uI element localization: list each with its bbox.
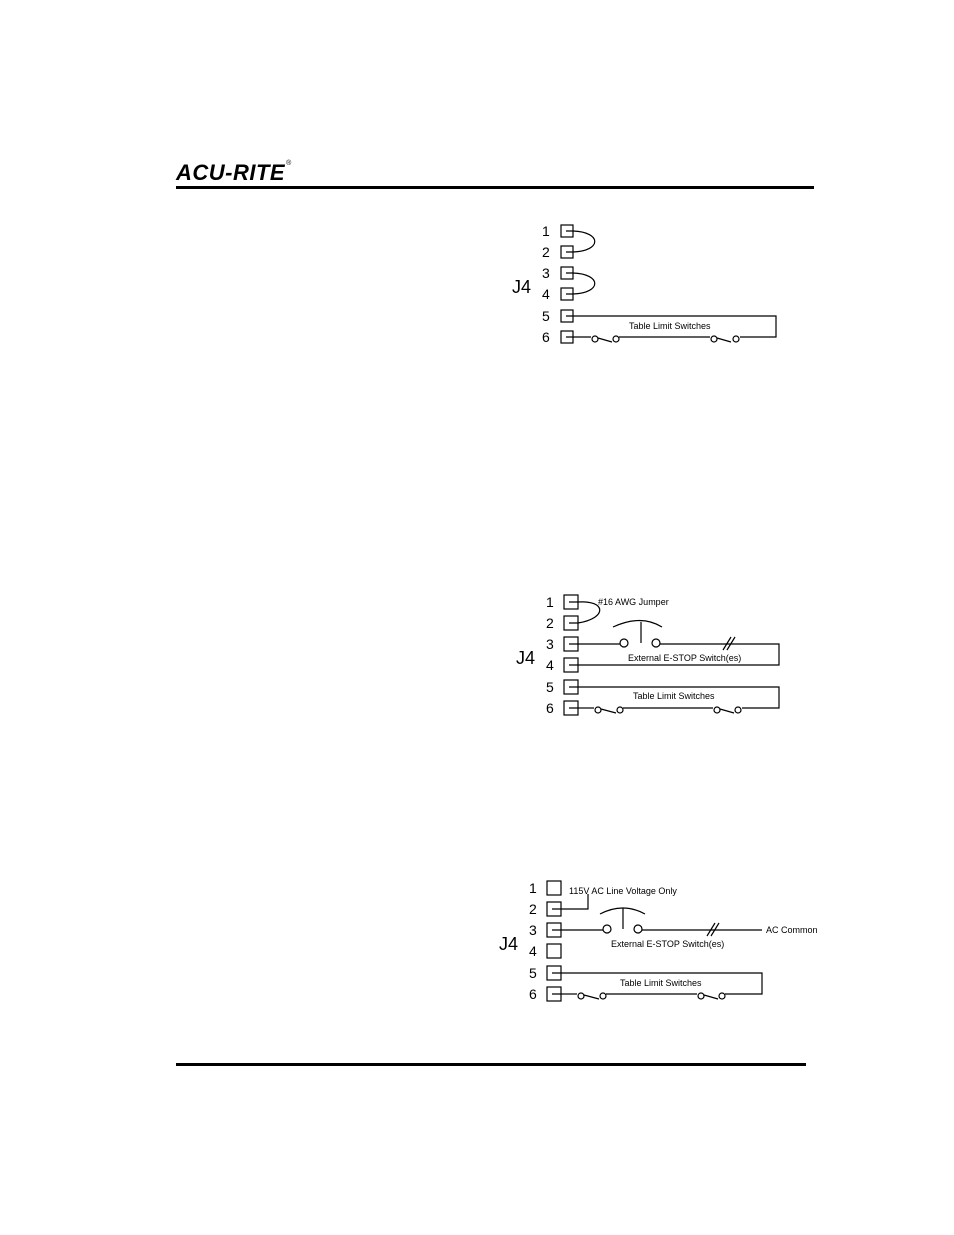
d3-limit-label: Table Limit Switches — [620, 978, 702, 988]
d1-pin-4: 4 — [542, 286, 550, 302]
d2-jumper-label: #16 AWG Jumper — [598, 597, 669, 607]
d3-ac-common-label: AC Common — [766, 925, 818, 935]
d3-estop-label: External E-STOP Switch(es) — [611, 939, 725, 949]
d3-terminal-1 — [547, 881, 561, 895]
d3-line-voltage-lead — [561, 894, 588, 909]
d1-pin-3: 3 — [542, 265, 550, 281]
d2-pin-2: 2 — [546, 615, 554, 631]
d3-connector-label: J4 — [499, 934, 519, 954]
d2-jumper-1-2 — [578, 602, 600, 623]
d1-pin-2: 2 — [542, 244, 550, 260]
d3-pin-2: 2 — [529, 901, 537, 917]
d3-pin-6: 6 — [529, 986, 537, 1002]
d2-pin-4: 4 — [546, 657, 554, 673]
d1-jumper-3-4 — [573, 273, 595, 294]
d3-pin-1: 1 — [529, 880, 537, 896]
d3-terminal-4 — [547, 944, 561, 958]
d1-pin-6: 6 — [542, 329, 550, 345]
d3-pin-5: 5 — [529, 965, 537, 981]
d3-pin-4: 4 — [529, 943, 537, 959]
d2-pin-6: 6 — [546, 700, 554, 716]
registered-mark: ® — [286, 160, 292, 167]
d1-pin-1: 1 — [542, 223, 550, 239]
d2-estop-label: External E-STOP Switch(es) — [628, 653, 742, 663]
d2-connector-label: J4 — [516, 648, 536, 668]
brand-name: ACU-RITE — [176, 160, 286, 185]
d1-limit-label: Table Limit Switches — [629, 321, 711, 331]
d2-pin-1: 1 — [546, 594, 554, 610]
d2-pin-3: 3 — [546, 636, 554, 652]
d3-line-voltage-label: 115V AC Line Voltage Only — [569, 886, 677, 896]
d3-pin-3: 3 — [529, 922, 537, 938]
d2-limit-label: Table Limit Switches — [633, 691, 715, 701]
d2-pin-5: 5 — [546, 679, 554, 695]
d1-pin-5: 5 — [542, 308, 550, 324]
d1-connector-label: J4 — [512, 277, 532, 297]
d1-jumper-1-2 — [573, 231, 595, 252]
